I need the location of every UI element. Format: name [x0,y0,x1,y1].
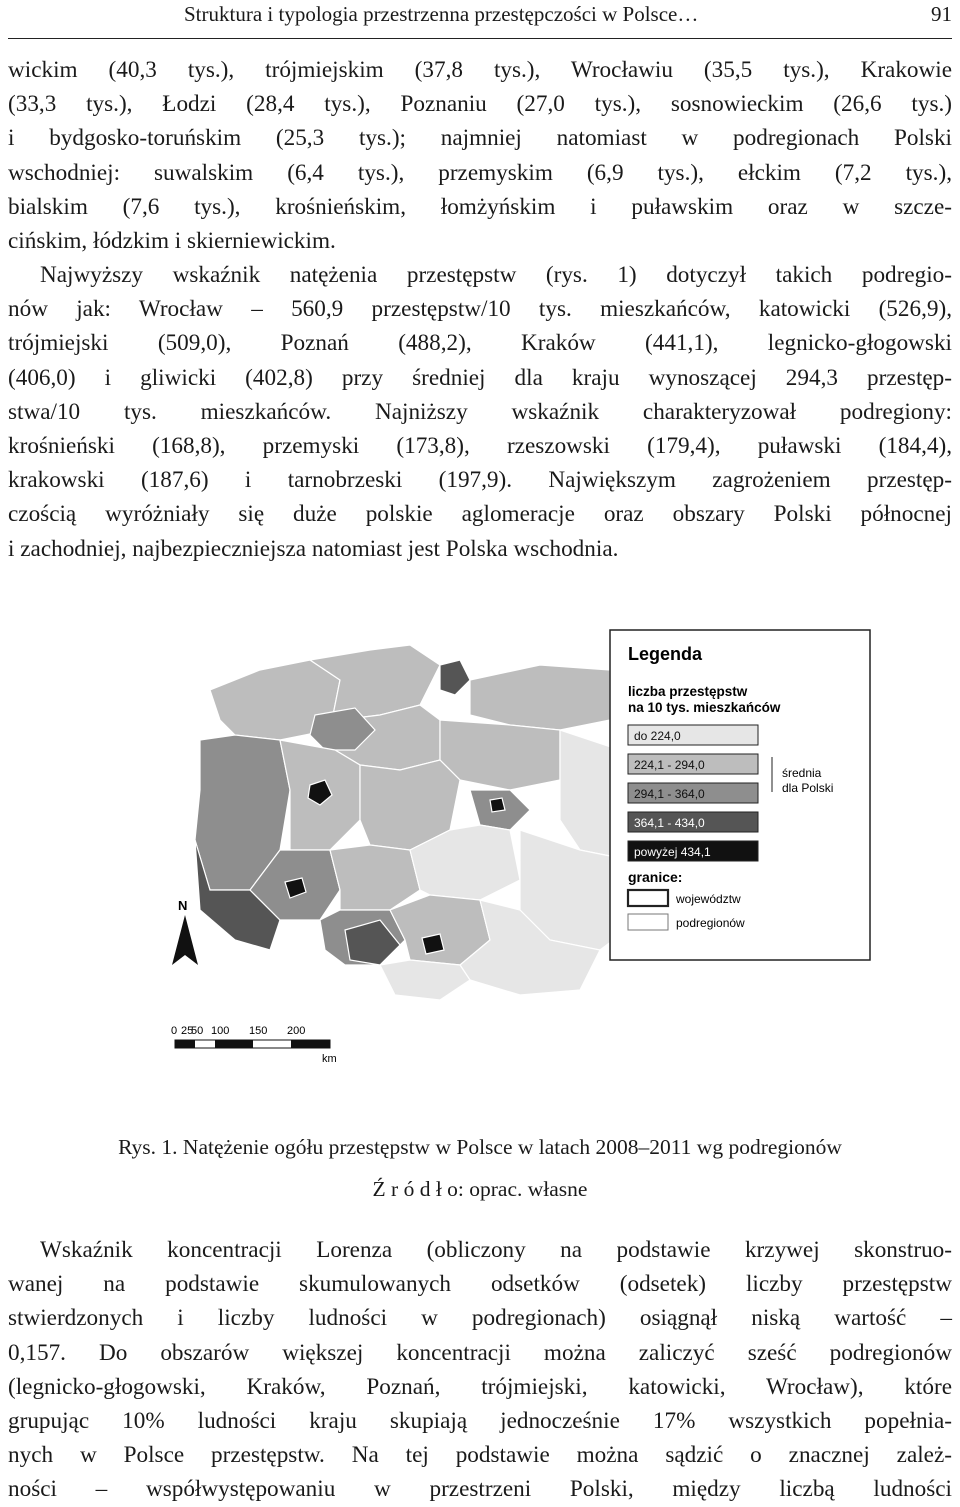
legend-class-label: powyżej 434,1 [634,845,711,859]
scale-tick-label: 0 [171,1025,178,1037]
border-label-voivodeship: województw [676,892,741,906]
paragraph-line: nych w Polsce przestępstw. Na tej podstawie można sądzić o znacznej zależ- [8,1442,952,1469]
paragraph-line: 0,157. Do obszarów większej koncentracji można zaliczyć sześć podregionów [8,1339,952,1366]
north-label: N [178,898,188,913]
average-label: średnia [782,766,822,780]
scale-bar [171,1025,337,1065]
voivodeship-border-swatch [628,890,668,906]
paragraph-line: (legnicko-głogowski, Kraków, Poznań, trójmiejski, katowicki, Wrocław), które [8,1373,952,1400]
paragraph-line: nów jak: Wrocław – 560,9 przestępstw/10 tys. mieszkańców, katowicki (526,9), [8,296,952,323]
subregion [330,845,420,910]
paragraph-line: wickim (40,3 tys.), trójmiejskim (37,8 tys.), Wrocławiu (35,5 tys.), Krakowie [8,57,952,83]
paragraph-line: Najwyższy wskaźnik natężenia przestępstw (rys. 1) dotyczył takich podregio- [40,262,952,288]
paragraph-line: stwierdzonych i liczby ludności w podregionach) osiągnął niską wartość – [8,1305,952,1332]
north-arrow-icon [172,898,198,965]
paragraph-3 [8,1233,952,1507]
paragraph-line: krakowski (187,6) i tarnobrzeski (197,9). Największym zagrożeniem przestęp- [8,467,952,494]
legend-subtitle: liczba przestępstw [628,684,748,699]
paragraph-line: (406,0) i gliwicki (402,8) przy średniej dla kraju wynoszącej 294,3 przestęp- [8,364,952,391]
scale-tick-label: 50 [191,1025,204,1037]
subregion [490,798,505,812]
paragraph-line: wschodniej: suwalskim (6,4 tys.), przemyskim (6,9 tys.), ełckim (7,2 tys.), [8,159,952,186]
scale-tick-label: 200 [287,1025,306,1037]
paragraph-line: ności – współwystępowaniu w przestrzeni Polski, między liczbą ludności [8,1476,952,1503]
border-label-subregion: podregionów [676,916,745,930]
legend-class-label: 224,1 - 294,0 [634,758,705,772]
paragraph-line: i zachodniej, najbezpieczniejsza natomiast jest Polska wschodnia. [8,535,619,562]
paragraph-line: wanej na podstawie skumulowanych odsetków (odsetek) liczby przestępstw [8,1271,952,1298]
subregion [380,960,470,1000]
paragraph-line: krośnieński (168,8), przemyski (173,8), rzeszowski (179,4), puławski (184,4), [8,432,952,459]
paragraph-line: czością wyróżniały się duże polskie aglomeracje oraz obszary Polski północnej [8,501,952,528]
legend-class-label: 294,1 - 364,0 [634,787,705,801]
legend-class-label: do 224,0 [634,729,681,743]
paragraph-line: cińskim, łódzkim i skierniewickim. [8,227,336,254]
paragraph-line: Wskaźnik koncentracji Lorenza (obliczony na podstawie krzywej skonstruo- [40,1237,952,1263]
paragraph-line: bialskim (7,6 tys.), krośnieńskim, łomżyńskim i puławskim oraz w szcze- [8,193,952,220]
subregion [440,660,470,695]
choropleth-map [140,620,880,1100]
map-legend [610,630,870,960]
borders-title: granice: [628,869,683,885]
running-title: Struktura i typologia przestrzenna przestępczości w Polsce… [184,2,699,26]
average-label: dla Polski [782,781,834,795]
subregion [470,665,610,730]
figure-caption: Rys. 1. Natężenie ogółu przestępstw w Polsce w latach 2008–2011 wg podregionów [118,1135,842,1159]
running-header [8,0,952,39]
paragraph-line: stwa/10 tys. mieszkańców. Najniższy wskaźnik charakteryzował podregiony: [8,398,952,425]
paragraph-2 [8,258,952,566]
page-number: 91 [931,2,952,26]
scale-tick-label: 150 [249,1025,268,1037]
legend-subtitle: na 10 tys. mieszkańców [628,700,781,715]
scale-unit: km [322,1053,337,1065]
paragraph-1 [8,53,952,258]
legend-class-label: 364,1 - 434,0 [634,816,705,830]
paragraph-line: trójmiejski (509,0), Poznań (488,2), Kraków (441,1), legnicko-głogowski [8,330,952,357]
figure-source: Ź r ó d ł o: oprac. własne [372,1177,588,1201]
paragraph-line: (33,3 tys.), Łodzi (28,4 tys.), Poznaniu (27,0 tys.), sosnowieckim (26,6 tys.) [8,91,952,118]
subregion-border-swatch [628,914,668,930]
subregion [422,934,444,954]
legend-title: Legenda [628,644,703,664]
scale-tick-label: 25 [181,1025,194,1037]
paragraph-line: i bydgosko-toruńskim (25,3 tys.); najmniej natomiast w podregionach Polski [8,125,952,152]
scale-tick-label: 100 [211,1025,230,1037]
paragraph-line: grupując 10% ludności kraju skupiają jednocześnie 17% wszystkich popełnia- [8,1407,952,1434]
